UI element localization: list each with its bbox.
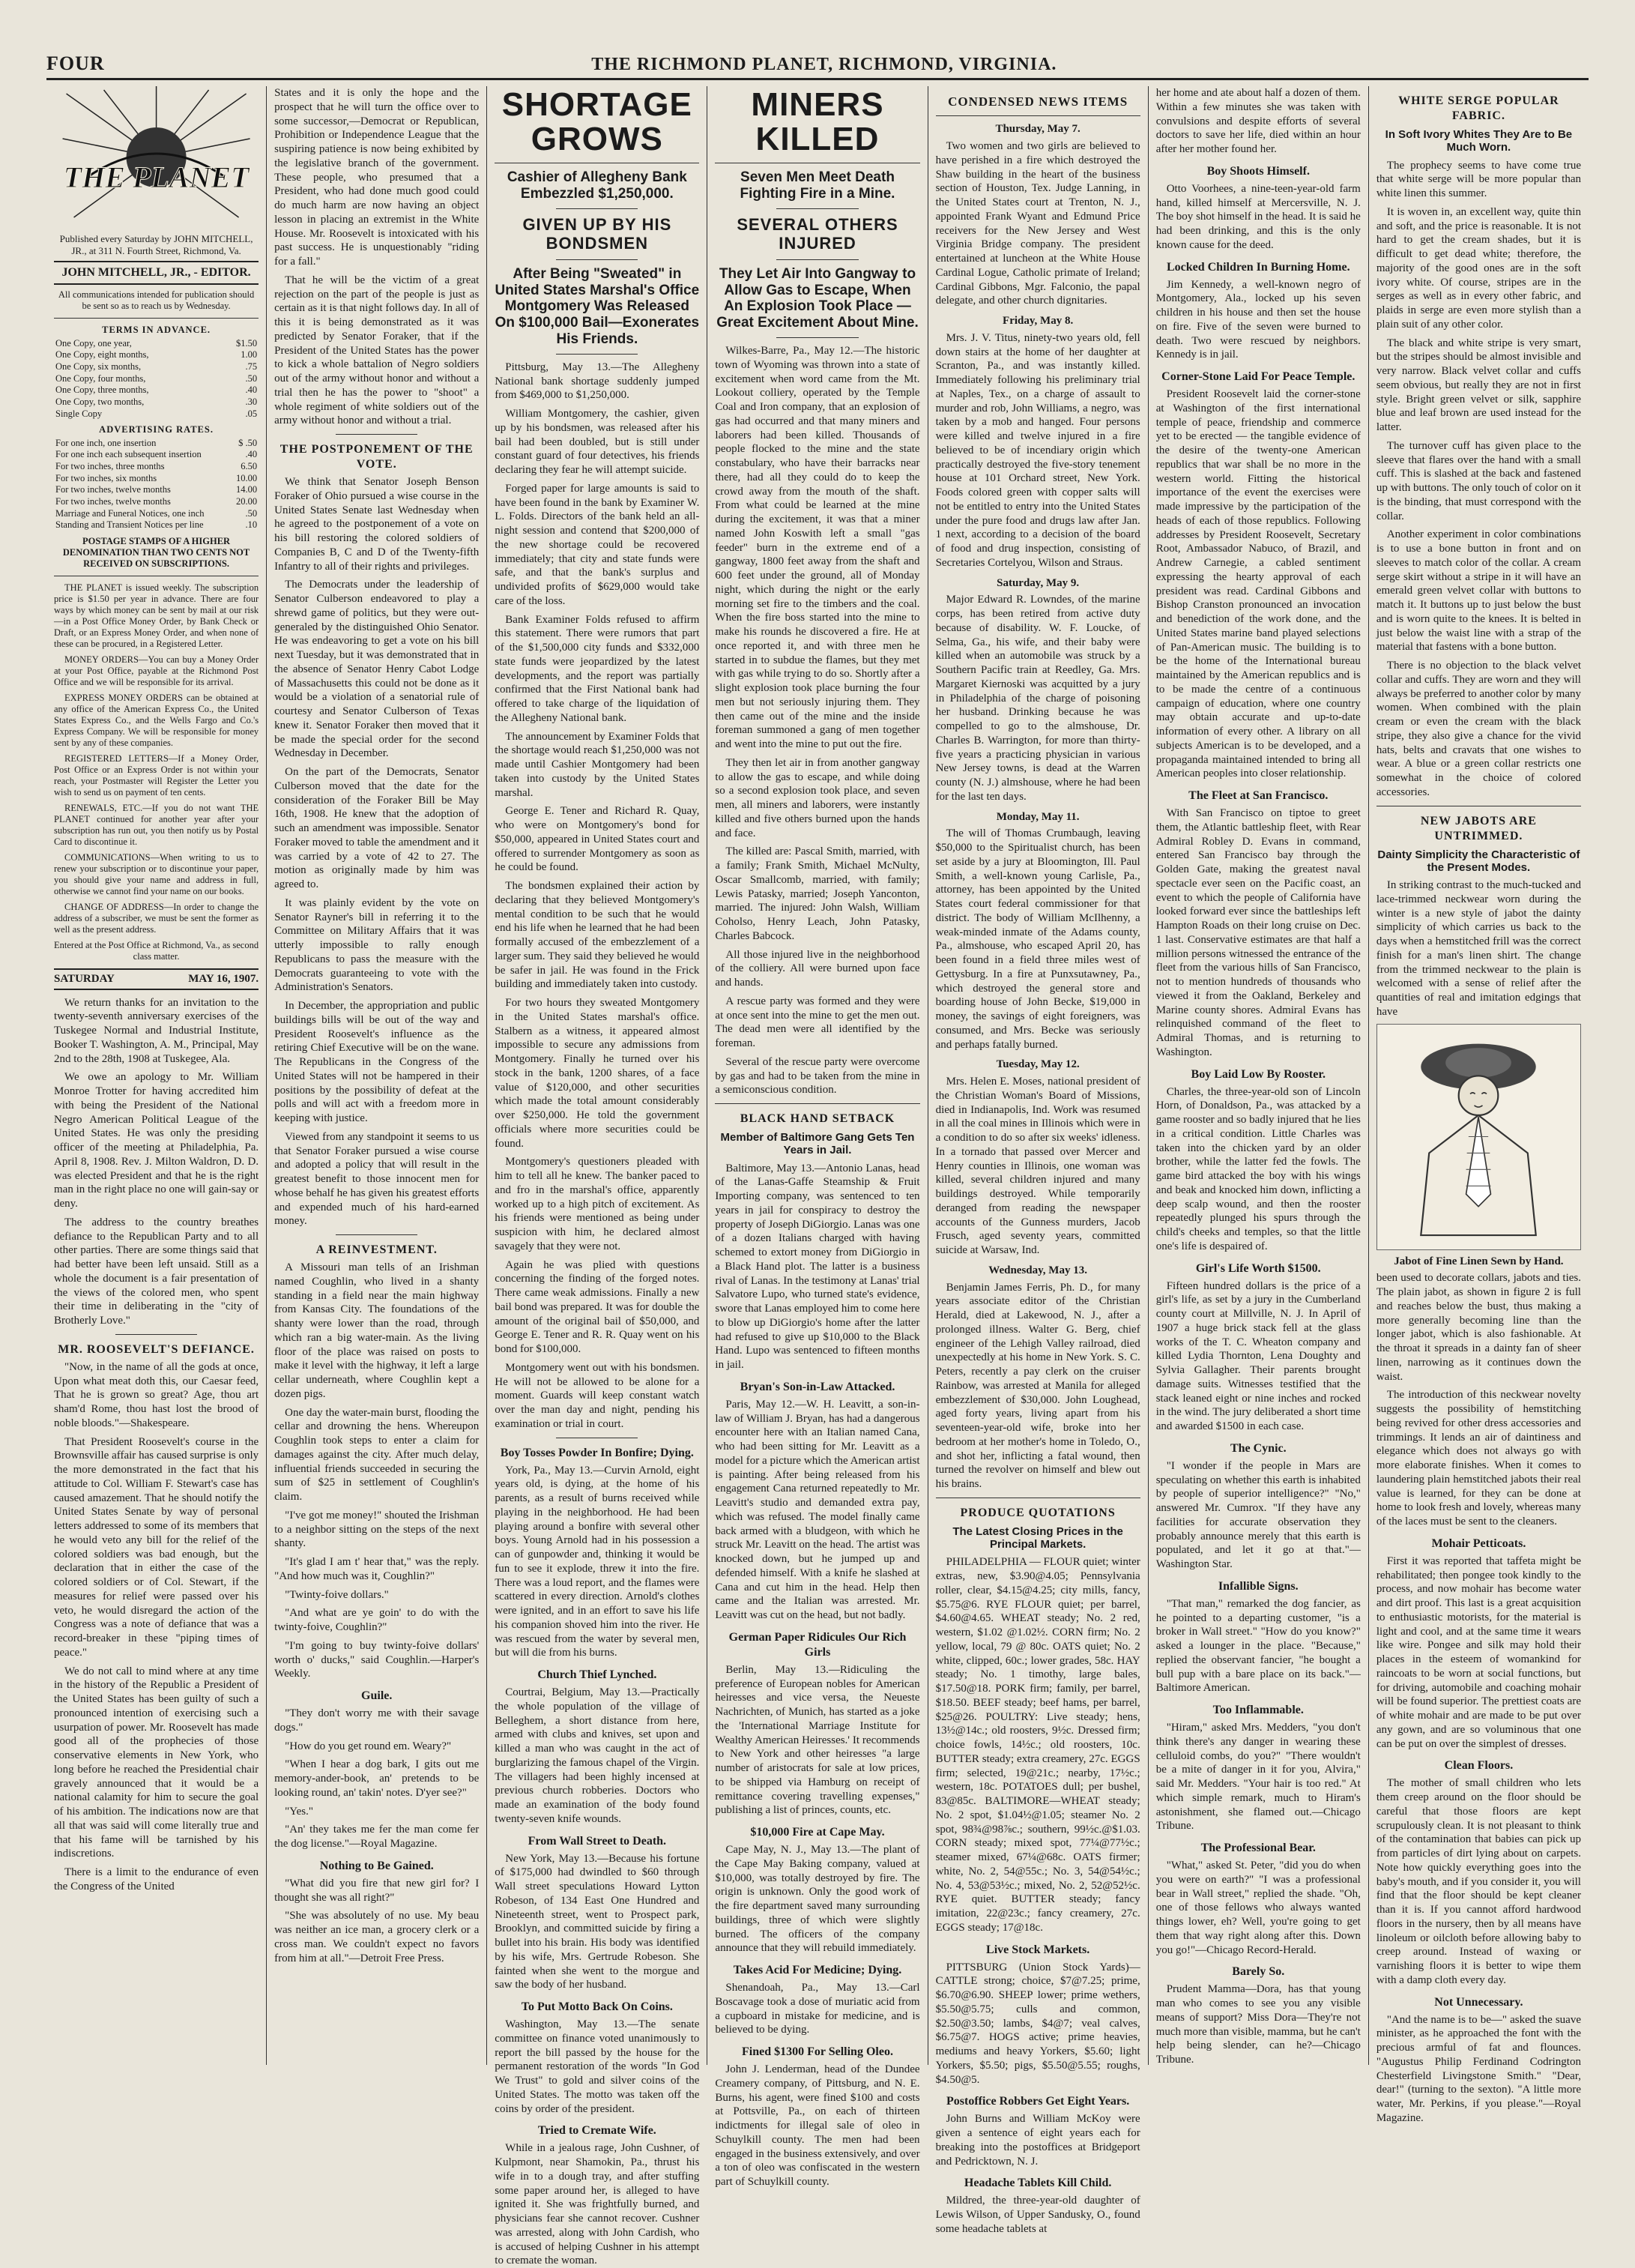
table-row: Marriage and Funeral Notices, one inch .50 <box>55 507 258 519</box>
notice-paragraph: THE PLANET is issued weekly. The subscription price is $1.50 per year in advance. There are four ways by which money can be sent by mail at our risk—in a Post Office Money Order, by Bank Check or Draft, or an Express Money Order, and when none of these can be procured, in a Registered Letter. <box>54 582 259 649</box>
article-paragraph: The turnover cuff has given place to the sleeve that flares over the hand with a small cuff. This is slashed at the back and fastened up with buttons. The only touch of color on it is the binding, that must correspond with the collar. <box>1376 439 1581 522</box>
article-paragraph: There is no objection to the black velvet collar and cuffs. They are worn and they will always be preferred to another color by many women. When combined with the plain cream or even the cream with the black stripe, they also give a chance for the vivid hats, belts and cravats that one wishes to wear. A blue or a green collar restricts one somewhat in the choice of colored accessories. <box>1376 660 1581 798</box>
article-paragraph: Washington, May 13.—The senate committee on finance voted unanimously to report the bill passed by the house for the permanent restoration of the words "In God We Trust" to gold and silver coins of the United States. The motto was taken off the coins by order of the president. <box>495 2018 700 2115</box>
article-paragraph: The will of Thomas Crumbaugh, leaving $50,000 to the Spiritualist church, has been set aside by a jury at Bloomington, Ill. Paul Smith, a well-known young Carlisle, Pa., attorney, has been appointed by the United States court federal commissioner for that district. The body of William McIlhenny, a weak-minded inmate of the Adams county, Pa., almshouse, who escaped April 20, has been found in a field three miles west of Gettysburg. In a fire at Punxsutawney, Pa., which destroyed the general store and boarding house of John Becke, $19,000 in money, the savings of eight foreigners, was consumed, and Mrs. Becke was seriously and perhaps fatally burned. <box>935 827 1140 1051</box>
article-paragraph: In December, the appropriation and public buildings bills will be out of the way and President Roosevelt's influence as the retiring Chief Executive will be on the wane. The Republicans in the Congress of the United States will not be hampered in their positions by the possibility of defeat at the polls and will act with a freedom more in keeping with justice. <box>274 1000 480 1124</box>
advertising-heading: ADVERTISING RATES. <box>99 424 214 435</box>
article-paragraph: Benjamin James Ferris, Ph. D., for many years associate editor of the Christian Herald, died at Lakewood, N. J., after a prolonged illness. Walter G. Berg, chief engineer of the Lehigh Valley railroad, died unexpectedly at his home in New York. S. C. Peters, recently a pay clerk on the cruiser Rainbow, was arrested at Manila for alleged embezzlement of $30,000. John Loughead, aged forty years, living apart from his seventeen-year-old wife, broke into her bedroom at her mother's home in Toledo, O., and shot her, inflicting a fatal wound, then turned the revolver on himself and blew out his brains. <box>935 1281 1140 1490</box>
column-1 <box>46 86 267 2065</box>
article-paragraph: her home and ate about half a dozen of them. Within a few minutes she was taken with convulsions and despite efforts of several doctors to save her life, died within an hour after her mother found her. <box>1155 87 1361 155</box>
headline-condensed-news: CONDENSED NEWS ITEMS <box>948 94 1128 109</box>
headline-black-hand: BLACK HAND SETBACK <box>740 1112 895 1126</box>
headline-motto: To Put Motto Back On Coins. <box>521 2000 673 2014</box>
headline-nothing-gained: Nothing to Be Gained. <box>319 1859 434 1872</box>
headline-livestock: Live Stock Markets. <box>986 1943 1090 1956</box>
headline-signs: Infallible Signs. <box>1218 1579 1299 1593</box>
news-day: Wednesday, May 13. <box>988 1264 1087 1276</box>
headline-corner-stone: Corner-Stone Laid For Peace Temple. <box>1161 370 1356 383</box>
article-paragraph: "How do you get round em. Weary?" <box>285 1740 452 1752</box>
headline-mohair: Mohair Petticoats. <box>1431 1536 1526 1550</box>
article-paragraph: The announcement by Examiner Folds that the shortage would reach $1,250,000 was not made until Cashier Montgomery had been taken into custody by the United States marshal. <box>495 730 700 799</box>
article-paragraph: There is a limit to the endurance of even the Congress of the United <box>54 1866 259 1892</box>
headline-bonfire: Boy Tosses Powder In Bonfire; Dying. <box>500 1446 694 1459</box>
article-paragraph: Otto Voorhees, a nine-teen-year-old farm hand, killed himself at Mercersville, N. J. The boy shot himself in the head. It is said he had been drinking, and this is the only known cause for the deed. <box>1155 182 1361 251</box>
article-paragraph: "An' they takes me fer the man come fer the dog license."—Royal Magazine. <box>274 1824 480 1850</box>
article-paragraph: Shenandoah, Pa., May 13.—Carl Boscavage took a dose of muriatic acid from a cupboard in mistake for medicine, and is believed to be dying. <box>715 1982 920 2036</box>
headline-german-paper: German Paper Ridicules Our Rich Girls <box>728 1630 907 1659</box>
headline-inflammable: Too Inflammable. <box>1212 1704 1304 1716</box>
article-paragraph: The prophecy seems to have come true that white serge will be more popular than white linen this summer. <box>1376 159 1581 199</box>
notice-paragraph: RENEWALS, ETC.—If you do not want THE PLANET continued for another year after your subscription has run out, you then notify us by Postal Card to discontinue it. <box>54 802 259 847</box>
headline-cape-may-fire: $10,000 Fire at Cape May. <box>750 1826 885 1839</box>
article-paragraph: It was plainly evident by the vote on Senator Rayner's bill in referring it to the Committee on Military Affairs that it was utterly impossible to rally enough Republicans to pass the measure with the Democrats guaranteeing to vote with the Administration's Senators. <box>274 896 480 994</box>
article-paragraph: "I wonder if the people in Mars are speculating on whether this earth is inhabited by people of superior intelligence?" "No," answered Mr. Cumrox. "If they have any facilities for accurate observation they probably announce merely that this earth is populated, and let it go at that."—Washington Star. <box>1155 1459 1361 1570</box>
article-paragraph: A Missouri man tells of an Irishman named Coughlin, who lived in a shanty standing in a field near the main highway from Kansas City. The foundations of the shanty were lower than the road, through which ran a big water-main. As the living floor of the place was raised on posts to make it level with the highway, it left a large cellar underneath, where Coughlin kept a dozen pigs. <box>274 1261 480 1400</box>
article-paragraph: A rescue party was formed and they were at once sent into the mine to get the men out. The dead men were all identified by the foreman. <box>715 995 920 1050</box>
planet-logo <box>54 86 259 229</box>
article-paragraph: Charles, the three-year-old son of Lincoln Horn, of Donaldson, Pa., was attacked by a game rooster and so badly injured that he lies in a critical condition. Little Charles was taken into the chicken yard by an older brother, while the latter fed the fowls. The game bird attacked the boy with his wings and beak and knocked him down, inflicting a deep scalp wound, and then the rooster repeatedly plunged his spurs through the child's cheeks and temples, so that the little one's life is despaired of. <box>1155 1085 1361 1252</box>
running-head <box>46 45 1589 80</box>
article-paragraph: "What did you fire that new girl for? I thought she was all right?" <box>274 1877 480 1904</box>
headline-fleet: The Fleet at San Francisco. <box>1188 789 1329 802</box>
article-paragraph: Several of the rescue party were overcome by gas and had to be taken from the mine in a semiconscious condition. <box>715 1055 920 1097</box>
article-paragraph: "They don't worry me with their savage dogs." <box>274 1707 480 1734</box>
article-paragraph: John Burns and William McKoy were given a sentence of eight years each for breaking into the postoffices at Bridgeport and Pedricktown, N. J. <box>935 2113 1140 2168</box>
headline-jabots: NEW JABOTS ARE UNTRIMMED. <box>1420 814 1537 842</box>
headline-church-thief: Church Thief Lynched. <box>537 1668 657 1682</box>
headline-postponement: THE POSTPONEMENT OF THE VOTE. <box>279 443 474 471</box>
table-row: For one inch, one insertion $ .50 <box>55 437 258 448</box>
article-paragraph: In striking contrast to the much-tucked and lace-trimmed neckwear worn during the winter is a new style of jabot the dainty simplicity of which carries us back to the days when a hemstitched frill was the correct finish for a man's linen shirt. The change from the trimmed neckwear to the plain is welcomed with a sense of relief after the quantities of real and imitation edgings that have <box>1376 879 1581 1018</box>
table-row: One Copy, three months, .40 <box>55 384 258 396</box>
svg-text:THE PLANET: THE PLANET <box>63 160 250 194</box>
headline-barely-so: Barely So. <box>1232 1965 1285 1979</box>
article-paragraph: The Democrats under the leadership of Senator Culberson endeavored to play a shrewd game of politics, but they were out-generaled by the distinguished Ohio Senator. He was endeavoring to get a vote on his bill next Tuesday, but it was demonstrated that in the absence of Senator Henry Cabot Lodge of Massachusetts this could not be done as it would be a violation of a senatorial rule of courtesy and Senator Culberson of Texas knew it. Senator Foraker then moved that it be made the special order for the second Wednesday in December. <box>274 579 480 760</box>
article-paragraph: They then let air in from another gangway to allow the gas to escape, and while doing so a second explosion took place, and seven men, all miners and laborers, were instantly killed and five others burned upon the hands and face. <box>715 756 920 839</box>
headline-cynic: The Cynic. <box>1230 1441 1287 1455</box>
article-paragraph: Two women and two girls are believed to have perished in a fire which destroyed the Shaw building in the heart of the business section of Houston, Tex. Judge Lanning, in the United States court at Trenton, N. J., appointed Frank Wyant and Edmund Price receivers for the New Jersey and West Virginia Bridge company. The president entertained at luncheon at the White House Cardinal Logue, Catholic primate of Ireland; Cardinal Gibbons, Mgr. Falconio, the papal delegate, and other church dignitaries. <box>935 140 1140 307</box>
article-paragraph: Another experiment in color combinations is to use a bone button in front and on sleeves to match color of the collar. A cream serge skirt without a stripe in it will have an emerald green velvet collar with buttons to match it. It buttons up to just below the bust and is worn quite to the knees. It is belted in just below the waist line with a strap of the material that fastens with a bone button. <box>1376 528 1581 654</box>
article-paragraph: The introduction of this neckwear novelty suggests the possibility of hemstitching being revived for other dress accessories and trimmings. It lends an air of daintiness and elegance which does not always go with more elaborate finishes. When it comes to laundering plain hemstitched jabots their real value is learned, for they can be done at home to look fresh and lovely, whereas many of the laces must be sent to the cleaners. <box>1376 1389 1581 1527</box>
column-2 <box>267 86 487 2065</box>
article-paragraph: All those injured live in the neighborhood of the colliery. All were burned upon face and hands. <box>715 948 920 989</box>
article-paragraph: Montgomery's questioners pleaded with him to tell all he knew. The banker paced to and fro in the marshal's office, apparently worked up to a high pitch of excitement. As his friends were mentioned as being under suspicion with him, he declared almost savagely that they were not. <box>495 1156 700 1252</box>
article-paragraph: Baltimore, May 13.—Antonio Lanas, head of the Lanas-Gaffe Steamship & Fruit Importing company, was sentenced to ten years in jail for conspiracy to destroy the property of Joseph DiGiorgio. Lanas was one of a dozen Italians charged with having schemed to extort money from DiGiorgio in a Black Hand plot. The latter is a business rival of Lanas. In the testimony at Lanas' trial Salvatore Lupo, who turned state's evidence, swore that Lanas employed him to come here to blow up DiGiorgio's home after the latter had refused to give up $10,000 to the Black Hand. Lupo was sentenced to fifteen months in jail. <box>715 1162 920 1372</box>
advertising-table <box>54 438 259 531</box>
article-paragraph: The address to the country breathes defiance to the Republican Party and to all other parties. There are some things said that had better have been left unsaid. Still as a whole the document is a fair presentation of the views of the colored men, who spent their time in deliberating in the "city of Brotherly Love." <box>54 1216 259 1327</box>
article-paragraph: The mother of small children who lets them creep around on the floor should be careful that those floors are kept scrupulously clean. It is not pleasant to think of the contamination that babies can pick up from particles of dirt lying about on carpets. Note how quickly everything goes into the baby's mouth, and if you consider it, you will find that the floor should be kept cleaner than it is. If you cannot afford hardwood floors in the nursery, then by all means have linoleum or oilcloth before allowing baby to creep around. Instead of waxing or varnishing floors it is better to wipe them with a damp cloth every day. <box>1376 1777 1581 1986</box>
terms-table <box>54 338 259 420</box>
table-row: For two inches, twelve months 20.00 <box>55 495 258 507</box>
article-paragraph: "Twinty-foive dollars." <box>285 1588 389 1601</box>
quote: "Now, in the name of all the gods at once, Upon what meat doth this, our Caesar feed, That he is grown so great? Age, thou art sham'd Rome, thou hast lost the brood of noble bloods."—Shakespeare. <box>54 1360 259 1429</box>
deck: Dainty Simplicity the Characteristic of the Present Modes. <box>1377 848 1580 874</box>
column-7 <box>1369 86 1589 2124</box>
article-paragraph: "What," asked St. Peter, "did you do when you were on earth?" "I was a professional bear in Wall street," replied the shade. "Oh, one of those fellows who always wanted things lower, eh? Well, you're going to get them that way right along after this. Down you go!"—Chicago Record-Herald. <box>1155 1860 1361 1956</box>
article-paragraph: Fifteen hundred dollars is the price of a girl's life, as set by a jury in the Cumberland county court at Millville, N. J. In April of 1907 a huge brick stack fell at the glass works of the T. C. Wheaton company and killed Lydia Thornton, Lena Doughty and Sylvia Gallagher. Their parents brought damage suits. Witnesses testified that the stack leaned eight or nine inches and rocked in the wind. The jury deliberated a short time and awarded $1500 in each case. <box>1155 1279 1361 1432</box>
news-day: Tuesday, May 12. <box>996 1058 1080 1071</box>
issue-date: SATURDAY MAY 16, 1907. <box>54 968 259 990</box>
article-paragraph: Courtrai, Belgium, May 13.—Practically the whole population of the village of Belleghem, a short distance from here, armed with clubs and knives, set upon and killed a man who was caught in the act of burglarizing the famous chapel of the Virgin. The villagers had been highly incensed at previous church robberies. Doctors who made an examination of the body found twenty-seven knife wounds. <box>495 1686 700 1825</box>
article-paragraph: While in a jealous rage, John Cushner, of Kulpmont, near Shamokin, Pa., thrust his wife in to a dough tray, and after stuffing some paper around her, is alleged to have ignited it. She was frightfully burned, and physicians fear she cannot recover. Cushner was arrested, along with John Cardish, who is accused of helping Cushner in his attempt to cremate the woman. <box>495 2142 700 2267</box>
deck: After Being "Sweated" in United States Marshal's Office Montgomery Was Released On $100,000 Bail—Exonerates His Friends. <box>495 265 700 348</box>
headline-reinvestment: A REINVESTMENT. <box>315 1243 438 1256</box>
article-paragraph: PITTSBURG (Union Stock Yards)—CATTLE strong; choice, $7@7.25; prime, $6.70@6.90. SHEEP lower; prime wethers, $5.50@5.75; culls and common, $2.50@3.50; lambs, $4@7; veal calves, $6.75@7. HOGS active; prime heavies, mediums and heavy Yorkers, $5.60; light Yorkers, $5.50; pigs, $5.50@5.55; roughs, $4.50@5. <box>935 1961 1140 2086</box>
article-paragraph: Bank Examiner Folds refused to affirm this statement. There were rumors that part of the $1,500,000 city funds and $332,000 state funds were jeopardized by the latest developments, and the report was partially confirmed that the First National bank had offered to take charge of the liquidation of the Allegheny National bank. <box>495 613 700 724</box>
headline-miners: MINERS KILLED <box>751 86 884 158</box>
article-paragraph: The killed are: Pascal Smith, married, with a family; Frank Smith, Michael McNulty, Oscar Smallcomb, married, with family; Lewis Patasky, married; Joseph Yanconton, married. The injured: John Walsh, William Coholso, Henry Leach, John Patasky, Charles Babcock. <box>715 845 920 942</box>
article-paragraph: "Hiram," asked Mrs. Medders, "you don't think there's any danger in wearing these celluloid combs, do you?" "There wouldn't be a mite of danger in it for you, Alvira," said Mr. Medders. "Your hair is too red." At which simple remark, much to Hiram's astonishment, she flamed out.—Chicago Tribune. <box>1155 1722 1361 1833</box>
article-paragraph: On the part of the Democrats, Senator Culberson moved that the date for the consideration of the Foraker Bill be May 16th, 1908. He knew that the adoption of such an amendment was impossible. Senator Foraker moved to table the amendment and it was carried by a vote of 42 to 27. The motion as originally made by him was agreed to. <box>274 766 480 890</box>
notice-paragraph: MONEY ORDERS—You can buy a Money Order at your Post Office, payable at the Richmond Post Office and we will be responsible for its arrival. <box>54 654 259 687</box>
article-paragraph: Again he was plied with questions concerning the finding of the forged notes. There came weak admissions. Finally a new bail bond was prepared. It was for double the amount of the original bail of $50,000, and George E. Tener and R. R. Quay went on his bond for $100,000. <box>495 1258 700 1356</box>
article-paragraph: "Yes." <box>285 1805 313 1818</box>
article-paragraph: Major Edward R. Lowndes, of the marine corps, has been retired from active duty because of disability. W. F. Loucke, of Selma, Ga., his wife, and their baby were killed when an automobile was struck by a Southern Pacific train at Reedley, Ga. Mrs. Margaret Kiernoski was acquitted by a jury in Philadelphia of the charge of poisoning her husband. Drinking because he was compelled to go to the almshouse, Dr. Charles B. Warrington, for more than thirty-five years a practicing physician in various New Jersey towns, is dead at the Warren county (N. J.) almshouse, where he had been for the last ten days. <box>935 594 1140 803</box>
article-paragraph: Prudent Mamma—Dora, has that young man who comes to see you any visible means of support? Miss Dora—They're not much more than visible, mamma, but he can't help being slender, can he?—Chicago Tribune. <box>1155 1983 1361 2066</box>
article-paragraph: Mildred, the three-year-old daughter of Lewis Wilson, of Upper Sandusky, O., found some headache tablets at <box>935 2195 1140 2235</box>
article-paragraph: Viewed from any standpoint it seems to us that Senator Foraker pursued a wise course and adopted a policy that will result in the greatest benefit to those innocent men for whose behalf he has given his greatest efforts and expended much of his hard-earned money. <box>274 1130 480 1228</box>
deck: GIVEN UP BY HIS BONDSMEN <box>522 215 672 253</box>
headline-girls-life: Girl's Life Worth $1500. <box>1195 1261 1321 1275</box>
article-paragraph: New York, May 13.—Because his fortune of $175,000 had dwindled to $60 through Wall street speculations Howard Lytton Robeson, of 134 East One Hundred and Nineteenth street, went to Prospect park, Brooklyn, and committed suicide by firing a bullet into his brain. His body was identified by his wife, Mrs. Gertrude Robeson. She fainted when she went to the morgue and saw the body of her husband. <box>495 1852 700 1991</box>
article-paragraph: York, Pa., May 13.—Curvin Arnold, eight years old, is dying, at the home of his parents, as a result of burns received while playing in the neighborhood. He had been playing around a bonfire with several other boys. Young Arnold had in his possession a can of gunpowder and, thinking it would be fun to see it explode, threw it into the fire. There was a loud report, and the flames were scattered in every direction. Arnold's clothes were ignited, and in an effort to save his life his companion shoved him into the river. He was rescued from the water by several men, but will die from his burns. <box>495 1464 700 1659</box>
article-paragraph: "I've got me money!" shouted the Irishman to a neighbor sitting on the steps of the next shanty. <box>274 1509 480 1550</box>
table-row: One Copy, one year, $1.50 <box>55 337 258 349</box>
article-paragraph: For two hours they sweated Montgomery in the United States marshal's office. Stalbern as a witness, it appeared almost impossible to secure any admissions from Montgomery. Finally he turned over his stock in the bank, 1200 shares, of a face value of $120,000, and other securities which made the total amount considerably over $250,000. He told the government officials where more securities could be found. <box>495 997 700 1150</box>
headline-rooster: Boy Laid Low By Rooster. <box>1191 1067 1326 1081</box>
article-paragraph: PHILADELPHIA — FLOUR quiet; winter extras, new, $3.90@4.05; Pennsylvania roller, clear, $4.15@4.25; city mills, fancy, $5.75@6. RYE FLOUR quiet; per barrel, $4.60@4.65. WHEAT steady; No. 2 red, western, $1.02 @1.02½. CORN firm; No. 2 yellow, local, 79 @ 80c. OATS quiet; No. 2 white, clipped, 60c.; lower grades, 58c. HAY steady; No. 1 timothy, large bales, $17.50@18. PORK firm; family, per barrel, $18.50. BEEF steady; beef hams, per barrel, $25@26. POULTRY: Live steady; hens, 13½@14c.; old roosters, 9½c. Dressed firm; choice fowls, 14½c.; old roosters, 10c. BUTTER steady; extra creamery, 27c. EGGS firm; selected, 19@21c.; nearby, 17½c.; western, 18c. POTATOES dull; per bushel, 83@85c. BALTIMORE—WHEAT steady; No. 2 spot, $1.04½@1.05; steamer No. 2 spot, 98¾@98⅞c.; southern, 99½c.@$1.03. CORN steady; mixed spot, 77¼@77½c.; steamer mixed, 67¼@68c. OATS firmer; white, No. 2, 54@55c.; No. 3, 54@54½c.; No. 4, 53@53½c.; mixed, No. 2, 52@52½c. RYE quiet. BUTTER steady; fancy imitation, 22@23c.; fancy creamery, 27c. EGGS steady; 17@18c. <box>935 1556 1140 1934</box>
headline-shortage: SHORTAGE GROWS <box>501 86 692 158</box>
notice-paragraph: CHANGE OF ADDRESS—In order to change the address of a subscriber, we must be sent the former as well as the present address. <box>54 901 259 935</box>
stamps-notice: POSTAGE STAMPS OF A HIGHER DENOMINATION THAN TWO CENTS NOT RECEIVED ON SUBSCRIPTIONS. <box>62 535 250 569</box>
article-paragraph: "It's glad I am t' hear that," was the reply. "And how much was it, Coughlin?" <box>274 1556 480 1582</box>
table-row: For two inches, six months 10.00 <box>55 472 258 483</box>
deck: Member of Baltimore Gang Gets Ten Years in Jail. <box>720 1131 915 1157</box>
headline-guile: Guile. <box>361 1689 393 1702</box>
headline-bear: The Professional Bear. <box>1200 1842 1316 1854</box>
article-paragraph: We think that Senator Joseph Benson Foraker of Ohio pursued a wise course in the United States Senate last Wednesday when he agreed to the postponement of a vote on his bill restoring the colored soldiers of Companies B, C and D of the Twenty-fifth Infantry to all of their rights and privileges. <box>274 476 480 573</box>
illustration-caption: Jabot of Fine Linen Sewn by Hand. <box>1394 1255 1564 1267</box>
notice-paragraph: REGISTERED LETTERS—If a Money Order, Post Office or an Express Order is not within your reach, your Postmaster will Register the Letter you wish to send us on payment of ten cents. <box>54 753 259 797</box>
article-paragraph: "I'm going to buy twinty-foive dollars' worth o' ducks," said Coughlin.—Harper's Weekly. <box>274 1639 480 1680</box>
deck: SEVERAL OTHERS INJURED <box>737 215 898 253</box>
headline-boy-shoots: Boy Shoots Himself. <box>1206 164 1310 178</box>
headline-not-unnecessary: Not Unnecessary. <box>1434 1995 1523 2009</box>
article-paragraph: Jim Kennedy, a well-known negro of Montgomery, Ala., locked up his seven children in his house and then set the house on fire. Five of the seven were burned to death. Two were rescued by neighbors. Kennedy is in jail. <box>1155 278 1361 361</box>
deck: They Let Air Into Gangway to Allow Gas to Escape, When An Explosion Took Place — Great Excitement About Mine. <box>716 265 919 331</box>
headline-white-serge: WHITE SERGE POPULAR FABRIC. <box>1398 94 1559 122</box>
headline-locked-children: Locked Children In Burning Home. <box>1166 260 1350 274</box>
columns <box>46 86 1589 2267</box>
table-row: One Copy, four months, .50 <box>55 373 258 384</box>
table-row: One Copy, six months, .75 <box>55 361 258 373</box>
table-row: One Copy, eight months, 1.00 <box>55 349 258 361</box>
article-paragraph: Pittsburg, May 13.—The Allegheny National bank shortage suddenly jumped from $469,000 to $1,250,000. <box>495 361 700 402</box>
article-paragraph: First it was reported that taffeta might be rehabilitated; then pongee took kindly to the process, and now mohair has become water and dirt proof. This last is a great acquisition to enthusiastic motorists, for the material is light and cool, and at the same time it wears like wire. Pongee and silk may hold their places in the esteem of womankind for raincoats to be worn at social functions, but for driving, automobile and coaching mohair will be found superior. The prettiest coats are of white mohair and are made to be put over any gown, and are so voluminous that one can be put on over the simplest of dresses. <box>1376 1554 1581 1750</box>
article-paragraph: That President Roosevelt's course in the Brownsville affair has caused surprise is only the more demonstrated in the fact that his attitude to Col. William F. Stewart's case has caused amazement. That he should notify the United States Senate by way of personal letters addressed to some of its members that he would veto any bill for the relief of the colored soldiers was bad enough, but the declaration that in either the case of the colored soldiers or of Col. Stewart, if the measures for relief were passed over his veto, he would disregard the action of the Congress was a note of defiance that was a record-breaker in these "piping times of peace." <box>54 1435 259 1659</box>
article-paragraph: Cape May, N. J., May 13.—The plant of the Cape May Baking company, valued at $10,000, was totally destroyed by fire. The origin is unknown. Only the good work of the fire department saved many surrounding buildings, three of which were slightly burned. The officers of the company announce that they will rebuild immediately. <box>715 1844 920 1955</box>
headline-defiance: MR. ROOSEVELT'S DEFIANCE. <box>58 1342 255 1356</box>
headline-headache: Headache Tablets Kill Child. <box>964 2177 1112 2190</box>
headline-produce: PRODUCE QUOTATIONS <box>960 1506 1116 1519</box>
jabot-illustration <box>1376 1024 1581 1250</box>
news-day: Saturday, May 9. <box>997 576 1080 589</box>
news-day: Monday, May 11. <box>996 810 1080 823</box>
news-day: Thursday, May 7. <box>995 123 1081 136</box>
article-paragraph: Wilkes-Barre, Pa., May 12.—The historic town of Wyoming was thrown into a state of excitement when word came from the Mt. Lookout colliery, operated by the Temple Coal and Iron company, that an explosion of gas had occurred and that many miners and laborers had been killed. Thousands of people flocked to the mine and the state constabulary, who have their barracks near there, had all they could do to keep the crowd away from the mouth of the shaft. From what could be learned at the mine during the excitement, it was that a miner named John Koswith left a small "gas feeder" burn in the extreme end of a gangway, 1800 feet away from the shaft and 600 feet under the ground, all of Monday night, which during the night or the early morning set fire to the timbers and the coal. When the fire boss started into the mine to make his rounds he discovered a fire. He at once reported it, and with three men he started in to subdue the flames, but they met with gas while trying to do so. Shortly after a slight explosion took place burning the four men but not seriously injuring them. They then came out of the mine and the inside foreman summoned a gang of men together and went into the mine to put out the fire. <box>715 345 920 751</box>
terms-heading: TERMS IN ADVANCE. <box>102 325 211 336</box>
article-paragraph: Paris, May 12.—W. H. Leavitt, a son-in-law of William J. Bryan, has had a dangerous encounter here with an Italian named Cana, who had been sitting for Mr. Leavitt as a model for a picture which the American artist is painting. After being released from his engagement Cana returned repeatedly to Mr. Leavitt's studio and demanded extra pay, which was refused. The model finally came back armed with a bludgeon, with which he struck Mr. Leavitt on the head. The artist was knocked down, but he jumped up and defended himself. With a knife he slashed at Cana and cut him in the head. Help then came and the Italian was arrested. Mr. Leavitt was cut on the head, but not badly. <box>715 1398 920 1622</box>
article-paragraph: George E. Tener and Richard R. Quay, who were on Montgomery's bond for $50,000, appeared in United States court and offered to surrender Montgomery as soon as he could be found. <box>495 805 700 874</box>
article-paragraph: "She was absolutely of no use. My beau was neither an ice man, a grocery clerk or a cross man. We couldn't expect no favors from him at all."—Detroit Free Press. <box>274 1910 480 1964</box>
article-paragraph: Berlin, May 13.—Ridiculing the preference of European nobles for American heiresses and vice versa, the Neueste Nachrichten, of Munich, has started as a joke the 'International Marriage Institute for Wealthy American Heiresses.' It recommends to New York and other heiresses "a large number of aristocrats for sale at low prices, to be shipped via Hamburg on receipt of remittance covering travelling expenses," publishing a list of princes, counts, etc. <box>715 1663 920 1817</box>
column-3 <box>487 86 707 2267</box>
article-paragraph: The black and white stripe is very smart, but the stripes should be almost invisible and very narrow. Black velvet collar and cuffs seem obvious, but really they are not in first style. Bright green velvet or silk, sapphire blue and leaf brown are used instead for the latter. <box>1376 337 1581 433</box>
table-row: One Copy, two months, .30 <box>55 396 258 407</box>
deck: Seven Men Meet Death Fighting Fire in a Mine. <box>740 169 895 202</box>
article-paragraph: With San Francisco on tiptoe to greet them, the Atlantic battleship fleet, with Rear Admiral Robley D. Evans in command, entered San Francisco bay through the Golden Gate, making the greatest naval spectacle ever seen on the Pacific coast, an event to which the people of California have looked forward ever since the battleships left Hampton Roads on their long cruise on Dec. 1 last. Conservative estimates are that half a million persons witnessed the entrance of the fleet from the various hills of San Francisco, not to mention hundreds of thousands who viewed it from the Oakland, Berkeley and Marine county shores. Admiral Evans has relinquished command of the fleet to Admiral Thomas, and is returning to Washington. <box>1155 807 1361 1058</box>
article-paragraph: "That man," remarked the dog fancier, as he pointed to a departing customer, "is a broker in Wall street." "How do you know?" asked a lounger in the place. "Because," replied the observant fancier, "he bought a bull pup with a bare place on its back."—Baltimore American. <box>1155 1597 1361 1695</box>
headline-cremate: Tried to Cremate Wife. <box>537 2124 656 2138</box>
article-paragraph: been used to decorate collars, jabots and ties. The plain jabot, as shown in figure 2 is full and reaches below the bust, thus making a more generally becoming line than the longer jabot, which is also fashionable. At the throat it spreads in a dainty fan of sheer linen, narrowing as it continues down the waist. <box>1376 1272 1581 1383</box>
article-paragraph: One day the water-main burst, flooding the cellar and drowning the hens. Whereupon Coughlin took steps to enter a claim for damages against the city. After much delay, influential friends succeeded in securing the sum of $25 in settlement of Coughlin's claim. <box>274 1406 480 1503</box>
headline-oleo: Fined $1300 For Selling Oleo. <box>742 2045 893 2059</box>
article-paragraph: We return thanks for an invitation to the twenty-seventh anniversary exercises of the Tuskegee Normal and Industrial Institute, Booker T. Washington, A. M., Principal, May 2nd to the 28th, 1908 at Tuskegee, Ala. <box>54 996 259 1065</box>
article-paragraph: We owe an apology to Mr. William Monroe Trotter for having accredited him with being the President of the National Negro American Political League of the United States. He was only the presiding officer of the meeting at Philadelphia, Pa. April 8, 1908. Rev. J. Milton Waldron, D. D. was elected President and that he is the right man in the right place no one will gain-say or deny. <box>54 1071 259 1210</box>
column-4 <box>707 86 928 2189</box>
table-row: For two inches, twelve months 14.00 <box>55 484 258 495</box>
article-paragraph: "And what are ye goin' to do with the twinty-foive, Coughlin?" <box>274 1607 480 1633</box>
headline-postoffice: Postoffice Robbers Get Eight Years. <box>946 2095 1130 2108</box>
article-paragraph: Montgomery went out with his bondsmen. He will not be allowed to be alone for a moment. Guards will keep constant watch over the man day and night, pending his examination or trial in court. <box>495 1361 700 1430</box>
column-6 <box>1149 86 1369 2065</box>
article-paragraph: We do not call to mind where at any time in the history of the Republic a President of the United States has been guilty of such a pronounced intention of exercising such a usurpation of power. Mr. Roosevelt has made good all of the prophecies of those conservative elements in New York, who long before he reached the Presidential chair gravely announced that it would be a national calamity for him to secure the goal of his ambition. The indications now are that all that was said will come literally true and that his fame will be tarnished by his indiscretions. <box>54 1665 259 1860</box>
news-day: Friday, May 8. <box>1003 315 1074 327</box>
headline-bryan: Bryan's Son-in-Law Attacked. <box>740 1380 895 1393</box>
article-paragraph: Mrs. J. V. Titus, ninety-two years old, fell down stairs at the home of her daughter at Scranton, Pa., and was instantly killed. Immediately following his preliminary trial at Naples, Tex., on a charge of assault to murder and rob, John Williams, a negro, was taken by a mob and hanged. Four persons were killed and twelve injured in a fire believed to be of incendiary origin which practically destroyed the five-story tenement house at 101 Orchard street, New York. Foods colored green with copper salts will not be entitled to entry into the United States under the pure food and drugs law after Jan. 1 next, according to a decision of the board of food and drug inspection, consisting of Secretaries Cortelyou, Wilson and Straus. <box>935 331 1140 569</box>
deck: The Latest Closing Prices in the Principal Markets. <box>952 1524 1123 1551</box>
article-paragraph: "When I hear a dog bark, I gits out me memory-ander-book, an' pretends to be looking round, an' takin' notes. D'yer see?" <box>274 1758 480 1799</box>
article-paragraph: John J. Lenderman, head of the Dundee Creamery company, of Pittsburg, and N. E. Burns, his agent, were fined $100 and costs at Pottsville, Pa., on each of thirteen indictments for illegal sale of oleo in Schuylkill county. The men had been engaged in the business extensively, and over a ton of oleo was confiscated in the western part of Schuylkill county. <box>715 2063 920 2189</box>
table-row: Standing and Transient Notices per line .10 <box>55 519 258 531</box>
deck: Cashier of Allegheny Bank Embezzled $1,250,000. <box>507 169 687 202</box>
deck: In Soft Ivory Whites They Are to Be Much Worn. <box>1385 128 1573 154</box>
notice-paragraph: COMMUNICATIONS—When writing to us to renew your subscription or to discontinue your paper, you should give your name and address in full, otherwise we cannot find your name on our books. <box>54 851 259 896</box>
article-paragraph: That he will be the victim of a great rejection on the part of the people is just as certain as it is that night follows day. In all of this it is being demonstrated as it was predicted by Senator Foraker, that if the President of the United States has the power to kick a whole battalion of Negro soldiers out of the army without honor and without a trial then he has the power to "shoot" a whole regiment of white soldiers out of the army without honor and without a trial. <box>274 274 480 427</box>
article-paragraph: William Montgomery, the cashier, given up by his bondsmen, was released after his bail had been doubled, but is still under constant guard of four detectives, his friends declaring they fear he will attempt suicide. <box>495 408 700 477</box>
page-number: FOUR <box>46 52 105 74</box>
entered-notice: Entered at the Post Office at Richmond, Va., as second class matter. <box>54 939 259 962</box>
communications-notice: All communications intended for publication should be sent so as to reach us by Wednesday. <box>58 289 255 312</box>
article-paragraph: "And the name is to be—" asked the suave minister, as he approached the font with the precious armful of fat and flounces. "Augustus Philip Ferdinand Codrington Chesterfield Livingstone Smith." "Dear, dear!" (turning to the sexton). "A little more water, Mr. Perkins, if you please."—Royal Magazine. <box>1376 2013 1581 2124</box>
table-row: For two inches, three months 6.50 <box>55 461 258 472</box>
headline-wall-street: From Wall Street to Death. <box>528 1834 667 1848</box>
article-paragraph: It is woven in, an excellent way, quite thin and soft, and the price is reasonable. It is not hard to get the cream shades, but it is difficult to get dead white; therefore, the majority of the good ones are in the soft ivory white. Of course, stripes are in the serges as well as in every other fabric, and plaids in serge are even more stylish than a plain suit of any other color. <box>1376 205 1581 331</box>
article-paragraph: States and it is only the hope and the prospect that he will turn the office over to some successor,—Democrat or Republican, Prohibition or Independence League that the suspiring patience is now being exhibited by the legislative branch of the government. These people, who presumed that a President, who had done much good could do much harm are now having an object lesson in placing an extremist in the White House. Mr. Roosevelt is intoxicated with his past success. He is unquestionably "riding for a fall." <box>274 87 480 268</box>
publication-info: Published every Saturday by JOHN MITCHELL, JR., at 311 N. Fourth Street, Richmond, Va. <box>59 233 253 256</box>
article-paragraph: Mrs. Helen E. Moses, national president of the Christian Woman's Board of Missions, died in Indianapolis, Ind. Work was resumed in all the coal mines in Illinois which were in a condition to do so after six weeks' idleness. In a tornado that passed over Mercer and Henry counties in Illinois, one woman was killed, several children injured and many buildings destroyed. While temporarily deranged from reading the newspaper accounts of the Gunness murders, Jacob Frusch, aged seventy years, committed suicide at Warsaw, Ind. <box>935 1076 1140 1256</box>
headline-acid: Takes Acid For Medicine; Dying. <box>733 1964 902 1977</box>
column-5 <box>928 86 1149 2235</box>
editor-line: JOHN MITCHELL, JR., - EDITOR. <box>54 261 259 285</box>
table-row: For one inch each subsequent insertion .40 <box>55 449 258 460</box>
article-paragraph: The bondsmen explained their action by declaring that they believed Montgomery's mental condition to be such that he would end his life when he learned that he had been formally accused of the embezzlement of a larger sum. They said they believed he would be safer in jail. He was found in the Frick building and immediately taken into custody. <box>495 880 700 991</box>
paper-title: THE RICHMOND PLANET, RICHMOND, VIRGINIA. <box>591 55 1057 74</box>
article-paragraph: Forged paper for large amounts is said to have been found in the bank by Examiner W. L. Folds. Directors of the bank held an all-night session and contend that $200,000 of the new shortage could be recovered immediately; that city and state funds were safe, and that the bank's surplus and undivided profits of $629,000 would take care of the loss. <box>495 482 700 607</box>
notice-paragraph: EXPRESS MONEY ORDERS can be obtained at any office of the American Express Co., the United States Express Co., and the Wells Fargo and Co.'s Express Company. We will be responsible for money sent by any of these companies. <box>54 692 259 748</box>
headline-clean-floors: Clean Floors. <box>1444 1759 1514 1773</box>
article-paragraph: President Roosevelt laid the corner-stone at Washington of the first international temple of peace, friendship and commerce yet to be erected — the tangible evidence of the desire of the twenty-one American republics that war shall be no more in the western world. Fitting the historical importance of the event the exercises were made impressive by the participation of the heads of each of those republics. Following addresses by President Roosevelt, Secretary Root, Ambassador Nabuco, of Brazil, and Andrew Carnegie, a cabled sentiment expressing the hearty approval of each president was read. Cardinal Gibbons and Bishop Cranston pronounced an invocation and benediction of the work done, and the United States marine band played selections of Pan-American music. The building is to be the home of the International bureau maintained by the American republics and is to be made the centre of a continuous campaign of education, where one country may obtain accurate and up-to-date information of every other. A library on all subjects American is to be developed, and a propaganda maintained intended to bring all American peoples into closer relationship. <box>1155 388 1361 780</box>
table-row: Single Copy .05 <box>55 408 258 419</box>
